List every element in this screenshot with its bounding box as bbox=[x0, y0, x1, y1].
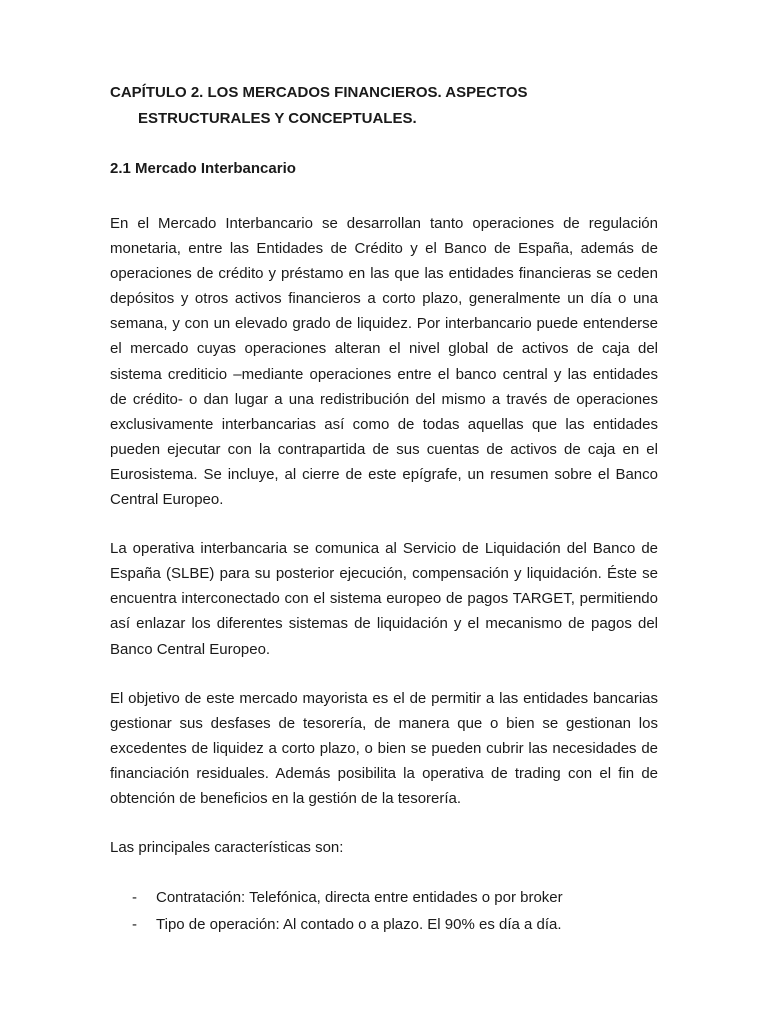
document-page bbox=[110, 80, 658, 938]
paragraph-1: En el Mercado Interbancario se desarrollan tanto operaciones de regulación monetaria, entre las Entidades de Crédito y el Banco de España, además de operaciones de crédito y préstamo en las que las entidades financieras se ceden depósitos y otros activos financieros a corto plazo, generalmente un día o una semana, y con un elevado grado de liquidez. Por interbancario puede entenderse el mercado cuyas operaciones alteran el nivel global de activos de caja del sistema crediticio –mediante operaciones entre el banco central y las entidades de crédito- o dan lugar a una redistribución del mismo a través de operaciones exclusivamente interbancarias así como de todas aquellas que las entidades pueden ejecutar con la contrapartida de sus cuentas de activos de caja en el Eurosistema. Se incluye, al cierre de este epígrafe, un resumen sobre el Banco Central Europeo. bbox=[110, 215, 658, 509]
chapter-title-line1: CAPÍTULO 2. LOS MERCADOS FINANCIEROS. ASPECTOS bbox=[110, 84, 528, 101]
chapter-title bbox=[110, 80, 658, 132]
characteristics-list bbox=[110, 884, 658, 938]
list-item-text: Tipo de operación: Al contado o a plazo. El 90% es día a día. bbox=[156, 916, 562, 934]
chapter-title-line2: ESTRUCTURALES Y CONCEPTUALES. bbox=[138, 110, 417, 127]
paragraph-3: El objetivo de este mercado mayorista es el de permitir a las entidades bancarias gestionar sus desfases de tesorería, de manera que o bien se gestionan los excedentes de liquidez a corto plazo, o bien se pueden cubrir las necesidades de financiación residuales. Además posibilita la operativa de trading con el fin de obtención de beneficios en la gestión de la tesorería. bbox=[110, 689, 658, 807]
paragraph-4: Las principales características son: bbox=[110, 839, 344, 857]
list-item-text: Contratación: Telefónica, directa entre entidades o por broker bbox=[156, 889, 563, 907]
bullet-marker: - bbox=[132, 889, 137, 907]
bullet-marker: - bbox=[132, 916, 137, 934]
section-title: 2.1 Mercado Interbancario bbox=[110, 160, 296, 177]
list-item bbox=[110, 911, 658, 938]
list-item bbox=[110, 884, 658, 911]
paragraph-2: La operativa interbancaria se comunica al Servicio de Liquidación del Banco de España (SLBE) para su posterior ejecución, compensación y liquidación. Éste se encuentra interconectado con el sistema europeo de pagos TARGET, permitiendo así enlazar los diferentes sistemas de liquidación y el mecanismo de pagos del Banco Central Europeo. bbox=[110, 540, 658, 658]
